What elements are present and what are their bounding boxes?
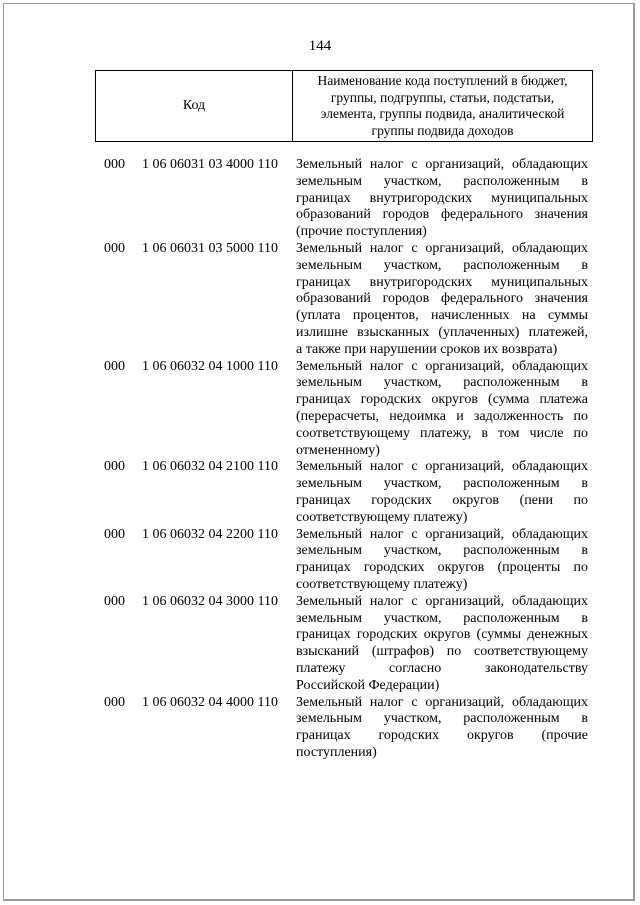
revenue-name-line: земельным участком, расположенным в	[296, 375, 588, 391]
table-row	[0, 157, 640, 241]
revenue-name-line: (уплата процентов, начисленных на суммы	[296, 308, 588, 324]
revenue-name	[296, 527, 588, 594]
revenue-name	[296, 157, 588, 241]
revenue-name-line: образований городов федерального значения	[296, 207, 588, 223]
revenue-name-line: Земельный налог с организаций, обладающих	[296, 526, 588, 542]
admin-code: 000	[104, 526, 125, 542]
table-row	[0, 527, 640, 594]
admin-code: 000	[104, 593, 125, 609]
revenue-name-line: отмененному)	[296, 442, 380, 458]
admin-code: 000	[104, 240, 125, 256]
revenue-name	[296, 359, 588, 460]
table-row	[0, 459, 640, 526]
revenue-name	[296, 241, 588, 359]
revenue-name-line: границах городских округов (проценты по	[296, 560, 588, 576]
header-name-cell: Наименование кода поступлений в бюджет, группы, подгруппы, статьи, подстатьи, элемента, группы подвида, аналитической группы подвида доходов	[317, 73, 568, 138]
admin-code: 000	[104, 694, 125, 710]
revenue-name-line: границах городских округов (пени по	[296, 492, 588, 508]
revenue-name-line: земельным участком, расположенным в	[296, 173, 588, 189]
table-header	[95, 70, 593, 142]
revenue-code: 1 06 06031 03 4000 110	[142, 157, 278, 172]
revenue-name-line: (прочие поступления)	[296, 224, 427, 240]
revenue-name-line: а также при нарушении сроков их возврата)	[296, 341, 558, 357]
table-row	[0, 695, 640, 762]
revenue-name	[296, 695, 588, 762]
revenue-code: 1 06 06032 04 2100 110	[142, 459, 278, 475]
revenue-name-line: платежу согласно законодательству	[296, 660, 588, 676]
revenue-name	[296, 459, 588, 526]
revenue-name-line: соответствующему платежу)	[296, 576, 468, 592]
revenue-name-line: Земельный налог с организаций, обладающих	[296, 240, 588, 256]
revenue-name-line: образований городов федерального значения	[296, 291, 588, 307]
revenue-name	[296, 594, 588, 695]
table-row	[0, 594, 640, 695]
revenue-code: 1 06 06032 04 1000 110	[142, 358, 278, 374]
revenue-name-line: излишне взысканных (уплаченных) платежей,	[296, 324, 588, 340]
revenue-name-line: земельным участком, расположенным в	[296, 476, 588, 492]
revenue-name-line: Земельный налог с организаций, обладающих	[296, 694, 588, 710]
table-row	[0, 359, 640, 460]
revenue-name-line: Российской Федерации)	[296, 677, 440, 693]
revenue-name-line: Земельный налог с организаций, обладающих	[296, 358, 588, 374]
revenue-name-line: Земельный налог с организаций, обладающих	[296, 459, 588, 475]
revenue-name-line: земельным участком, расположенным в	[296, 711, 588, 727]
revenue-name-line: поступления)	[296, 744, 377, 760]
revenue-code: 1 06 06032 04 3000 110	[142, 593, 278, 609]
revenue-name-line: границах городских округов (прочие	[296, 728, 588, 744]
revenue-name-line: соответствующему платежу)	[296, 509, 468, 525]
table-row	[0, 241, 640, 359]
revenue-name-line: земельным участком, расположенным в	[296, 610, 588, 626]
revenue-name-line: Земельный налог с организаций, обладающих	[296, 593, 588, 609]
revenue-name-line: границах городских округов (сумма платежа	[296, 392, 588, 408]
revenue-code: 1 06 06031 03 5000 110	[142, 240, 278, 256]
header-code-cell: Код	[96, 71, 293, 141]
revenue-name-line: земельным участком, расположенным в	[296, 257, 588, 273]
revenue-name-line: границах внутригородских муниципальных	[296, 274, 588, 290]
revenue-name-line: соответствующему платежу, в том числе по	[296, 425, 588, 441]
admin-code: 000	[104, 459, 125, 475]
revenue-name-line: границах городских округов (суммы денежных	[296, 627, 588, 643]
page-number: 144	[308, 38, 332, 54]
admin-code: 000	[104, 157, 125, 172]
revenue-name-line: границах внутригородских муниципальных	[296, 190, 588, 206]
table-body	[0, 157, 640, 762]
revenue-name-line: взысканий (штрафов) по соответствующему	[296, 644, 588, 660]
revenue-name-line: Земельный налог с организаций, обладающих	[296, 157, 588, 172]
revenue-code: 1 06 06032 04 2200 110	[142, 526, 278, 542]
admin-code: 000	[104, 358, 125, 374]
revenue-name-line: (перерасчеты, недоимка и задолженность по	[296, 408, 588, 424]
revenue-name-line: земельным участком, расположенным в	[296, 543, 588, 559]
revenue-code: 1 06 06032 04 4000 110	[142, 694, 278, 710]
